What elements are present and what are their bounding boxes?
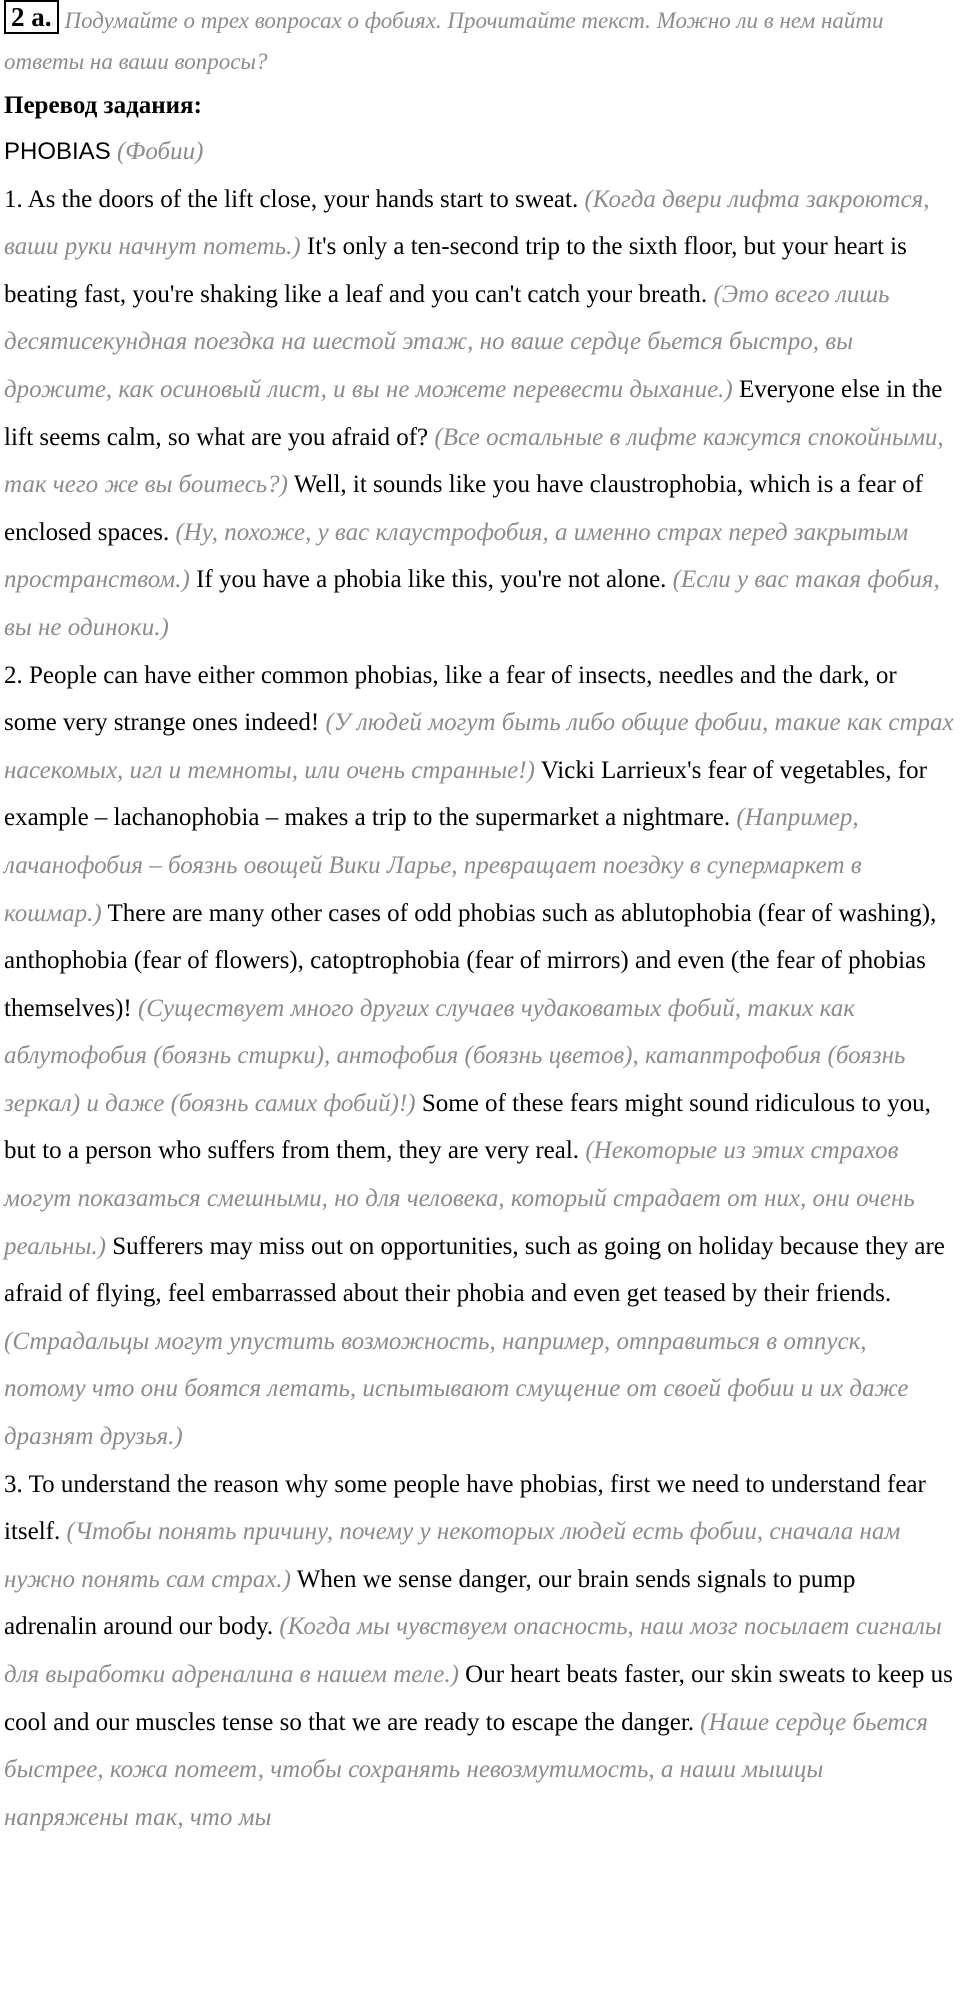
paragraph-1	[4, 176, 954, 652]
task-instruction	[4, 0, 954, 82]
sentence-ru: (Существует много других случаев чудаковатых фобий, таких как аблутофобия (боязнь стирки), антофобия (боязнь цветов), катаптрофобия (боязнь зеркал) и даже (боязнь самих фобий)!)	[4, 994, 906, 1117]
sentence-en: Our heart beats faster, our skin sweats to keep us cool and our muscles tense so that we are ready to escape the danger.	[4, 1661, 953, 1736]
sentence-en: When we sense danger, our brain sends signals to pump adrenalin around our body.	[4, 1565, 856, 1641]
sentence-en: To understand the reason why some people have phobias, first we need to understand fear itself.	[4, 1470, 926, 1546]
sentence-ru: (Некоторые из этих страхов могут показаться смешными, но для человека, который страдает от них, они очень реальны.)	[4, 1137, 915, 1260]
sentence-ru: (Страдальцы могут упустить возможность, например, отправиться в отпуск, потому что они боятся летать, испытывают смущение от своей фобии и их даже дразнят друзья.)	[4, 1327, 909, 1451]
sentence-ru: (Это всего лишь десятисекундная поездка на шестой этаж, но ваше сердце бьется быстро, вы дрожите, как осиновый лист, и вы не можете перевести дыхание.)	[4, 280, 890, 403]
paragraph-number: 3.	[4, 1470, 23, 1498]
sentence-ru: (Наше сердце бьется быстрее, кожа потеет, чтобы сохранять невозмутимость, а наши мышцы напряжены так, что мы	[4, 1708, 928, 1831]
sentence-en: Sufferers may miss out on opportunities, such as going on holiday because they are afraid of flying, feel embarrassed about their phobia and even get teased by their friends.	[4, 1232, 945, 1308]
sentence-ru: (Ну, похоже, у вас клаустрофобия, а именно страх перед закрытым пространством.)	[4, 518, 909, 594]
paragraph-number: 2.	[4, 661, 23, 689]
sentence-en: There are many other cases of odd phobias such as ablutophobia (fear of washing), anthophobia (fear of flowers), catoptrophobia (fear of mirrors) and even (the fear of phobias themselves)!	[4, 899, 937, 1022]
sentence-ru: (Когда двери лифта закроются, ваши руки начнут потеть.)	[4, 185, 930, 261]
sentence-ru: (Если у вас такая фобия, вы не одиноки.)	[4, 566, 940, 641]
sentence-ru: (У людей могут быть либо общие фобии, такие как страх насекомых, игл и темноты, или очень странные!)	[4, 709, 954, 784]
sentence-ru: (Все остальные в лифте кажутся спокойными, так чего же вы боитесь?)	[4, 423, 944, 499]
task-number: 2 a.	[4, 0, 59, 34]
sentence-en: As the doors of the lift close, your hands start to sweat.	[27, 185, 579, 213]
sentence-en: Vicki Larrieux's fear of vegetables, for example – lachanophobia – makes a trip to the supermarket a nightmare.	[4, 756, 927, 832]
title-ru: (Фобии)	[116, 138, 204, 165]
text-body	[4, 128, 954, 1841]
sentence-en: Some of these fears might sound ridiculous to you, but to a person who suffers from them, they are very real.	[4, 1089, 931, 1165]
sentence-ru: (Например, лачанофобия – боязнь овощей Вики Ларье, превращает поездку в супермаркет в кошмар.)	[4, 804, 862, 927]
title-en: PHOBIAS	[4, 138, 111, 165]
paragraph-3	[4, 1461, 954, 1842]
sentence-en: Well, it sounds like you have claustrophobia, which is a fear of enclosed spaces.	[4, 471, 923, 546]
sentence-ru: (Чтобы понять причину, почему у некоторых людей есть фобии, сначала нам нужно понять сам страх.)	[4, 1518, 901, 1593]
sentence-en: If you have a phobia like this, you're not alone.	[196, 566, 667, 594]
paragraph-2	[4, 652, 954, 1461]
sentence-ru: (Когда мы чувствуем опасность, наш мозг посылает сигналы для выработки адреналина в нашем теле.)	[4, 1613, 942, 1688]
translation-heading: Перевод задания:	[4, 92, 202, 119]
paragraph-number: 1.	[4, 185, 23, 213]
task-text: Подумайте о трех вопросах о фобиях. Прочитайте текст. Можно ли в нем найти ответы на ваши вопросы?	[4, 8, 884, 74]
sentence-en: It's only a ten-second trip to the sixth floor, but your heart is beating fast, you're shaking like a leaf and you can't catch your breath.	[4, 233, 907, 308]
text-title	[4, 128, 954, 176]
sentence-en: Everyone else in the lift seems calm, so what are you afraid of?	[4, 375, 943, 451]
sentence-en: People can have either common phobias, like a fear of insects, needles and the dark, or some very strange ones indeed!	[4, 661, 897, 737]
